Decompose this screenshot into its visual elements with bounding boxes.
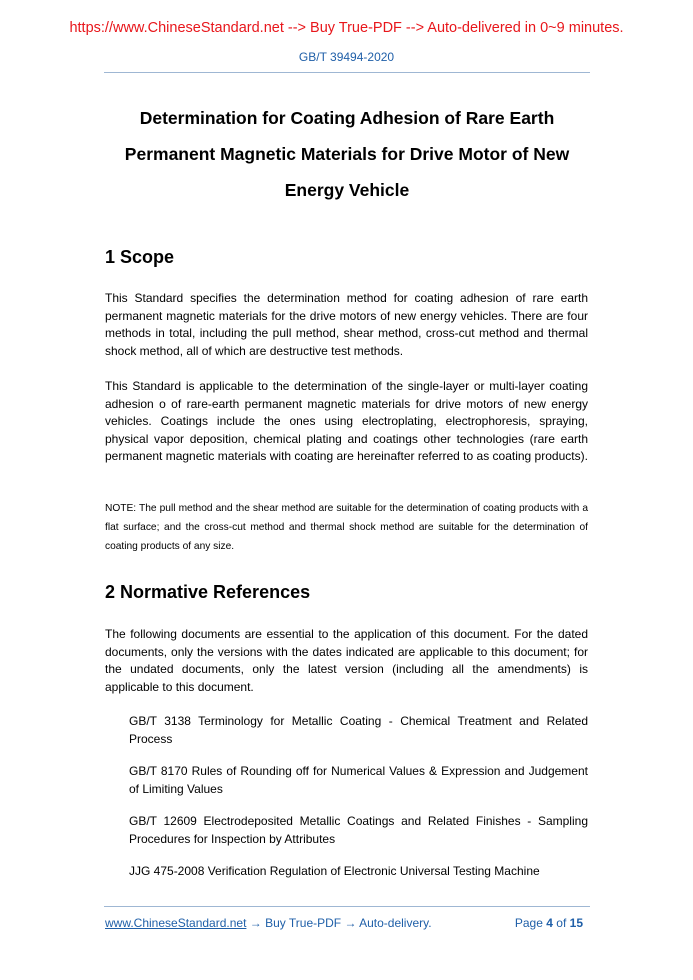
footer-site-link[interactable]: www.ChineseStandard.net (105, 916, 247, 930)
standard-number: GB/T 39494-2020 (298, 50, 395, 64)
title-line-1: Determination for Coating Adhesion of Rare Earth (139, 108, 555, 128)
references-intro: The following documents are essential to the application of this document. For the dated documents, only the versions with the dates indicated are applicable to this document; for the undated documents, only the latest version (including all the amendments) is applicable to this document. (105, 627, 588, 694)
page-label: Page (514, 916, 543, 930)
header-divider (104, 72, 590, 73)
scope-paragraph-1: This Standard specifies the determination method for coating adhesion of rare earth permanent magnetic materials for the drive motors of new energy vehicles. There are four methods in total, including the pull method, shear method, cross-cut method and thermal shock method, all of which are destructive test methods. (105, 291, 588, 358)
scope-paragraph-2: This Standard is applicable to the determination of the single-layer or multi-layer coating adhesion o of rare-earth permanent magnetic materials for drive motors of new energy vehicles. Coatings include the ones using electroplating, electrophoresis, spraying, physical vapor deposition, chemical plating and coatings other technologies (rare earth permanent magnetic materials with coating are hereinafter referred to as coating products). (105, 379, 588, 463)
page-indicator (515, 916, 583, 930)
title-line-3: Energy Vehicle (284, 180, 410, 200)
section-heading-scope: 1 Scope (105, 247, 175, 267)
top-banner-link[interactable]: https://www.ChineseStandard.net --> Buy True-PDF --> Auto-delivered in 0~9 minutes. (69, 20, 624, 36)
reference-item: GB/T 12609 Electrodeposited Metallic Coatings and Related Finishes - Sampling Procedures for Inspection by Attributes (129, 814, 588, 846)
reference-item: GB/T 8170 Rules of Rounding off for Numerical Values & Expression and Judgement of Limiting Values (129, 764, 588, 796)
reference-item: GB/T 3138 Terminology for Metallic Coating - Chemical Treatment and Related Process (129, 714, 588, 746)
page-current: 4 (546, 916, 553, 930)
scope-note: NOTE: The pull method and the shear method are suitable for the determination of coating products with a flat surface; and the cross-cut method and thermal shock method are suitable for the determination of coating products of any size. (105, 503, 588, 552)
reference-item: JJG 475-2008 Verification Regulation of Electronic Universal Testing Machine (129, 864, 540, 878)
title-line-2: Permanent Magnetic Materials for Drive Motor of New (124, 144, 570, 164)
footer-promo (105, 916, 432, 930)
section-heading-normative-references: 2 Normative References (105, 582, 311, 602)
page-total: 15 (569, 916, 583, 930)
document-title (104, 100, 590, 208)
footer-tagline: → Buy True-PDF → Auto-delivery. (246, 916, 432, 930)
footer-divider (104, 906, 590, 907)
page-of: of (556, 916, 567, 930)
